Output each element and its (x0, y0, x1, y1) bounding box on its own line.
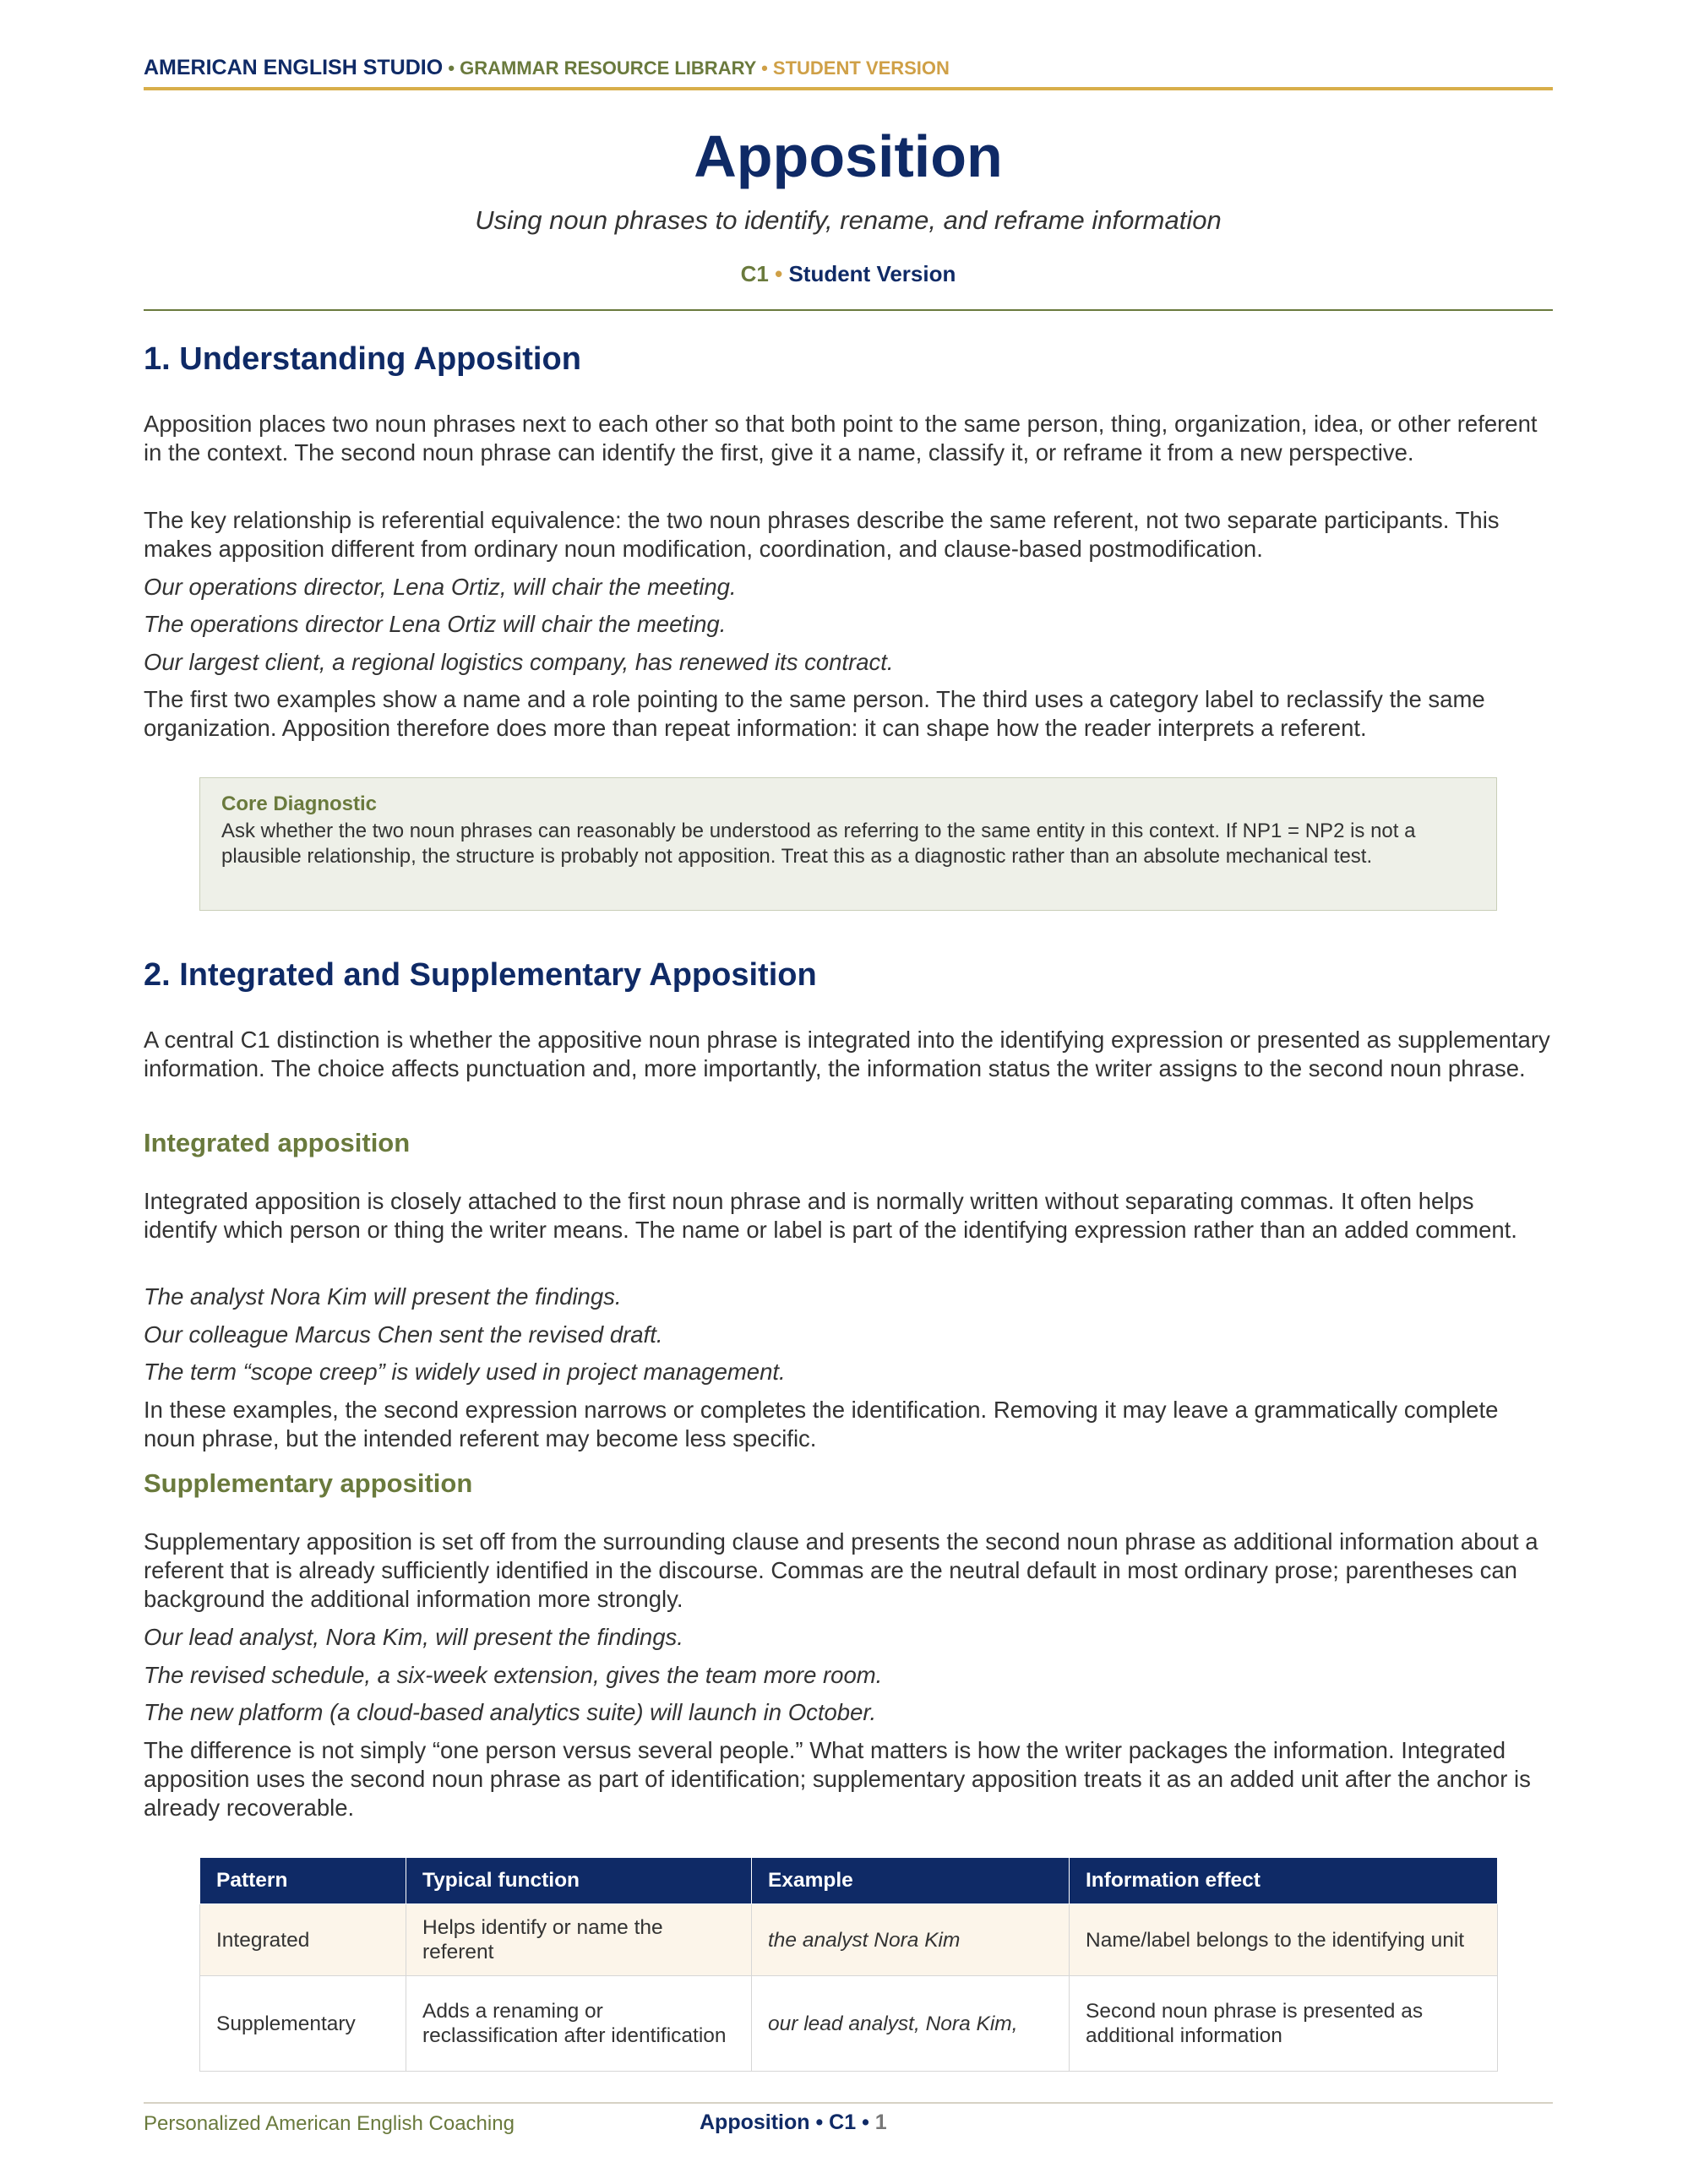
header-library: GRAMMAR RESOURCE LIBRARY (460, 57, 756, 79)
section-heading: 2. Integrated and Supplementary Apposition (144, 957, 817, 993)
table-cell: Second noun phrase is presented as additional information (1070, 1976, 1498, 2072)
header-brand: AMERICAN ENGLISH STUDIO (144, 56, 444, 79)
table-cell: Integrated (200, 1904, 406, 1976)
paragraph: In these examples, the second expression narrows or completes the identification. Removing it may leave a grammatically complete noun phrase, but the intended referent may become less specific. (144, 1397, 1499, 1451)
page-subtitle: Using noun phrases to identify, rename, and reframe information (475, 205, 1222, 235)
paragraph: A central C1 distinction is whether the appositive noun phrase is integrated into the identifying expression or presented as supplementary information. The choice affects punctuation and, more importantly, the information status the writer assigns to the second noun phrase. (144, 1027, 1550, 1081)
example-sentence: The analyst Nora Kim will present the findings. (144, 1283, 622, 1310)
page-number: 1 (874, 2110, 887, 2134)
example-sentence: Our lead analyst, Nora Kim, will present the findings. (144, 1624, 683, 1650)
core-diagnostic-callout (199, 777, 1497, 911)
table-cell: Name/label belongs to the identifying unit (1070, 1904, 1498, 1976)
example-sentence: The operations director Lena Ortiz will chair the meeting. (144, 611, 727, 637)
example-sentence: Our operations director, Lena Ortiz, will chair the meeting. (144, 574, 737, 600)
example-sentence: Our largest client, a regional logistics company, has renewed its contract. (144, 649, 894, 675)
comparison-table (199, 1857, 1498, 2072)
subsection-heading: Supplementary apposition (144, 1468, 473, 1498)
example-sentence: The new platform (a cloud-based analytics suite) will launch in October. (144, 1699, 877, 1725)
footer-center (700, 2110, 887, 2135)
example-sentence: Our colleague Marcus Chen sent the revised draft. (144, 1321, 663, 1348)
title-rule (144, 309, 1553, 311)
page-header (144, 56, 1553, 80)
header-version: STUDENT VERSION (772, 57, 950, 79)
section-heading: 1. Understanding Apposition (144, 341, 581, 377)
table-cell: Helps identify or name the referent (406, 1904, 752, 1976)
table-row (200, 1976, 1498, 2072)
callout-text: Ask whether the two noun phrases can reasonably be understood as referring to the same entity in this context. If NP1 = NP2 is not a plausible relationship, the structure is probably not apposition. Treat this as a diagnostic rather than an absolute mechanical test. (221, 820, 1416, 868)
subsection-heading: Integrated apposition (144, 1128, 411, 1157)
table-header-cell: Example (752, 1858, 1070, 1904)
paragraph: The key relationship is referential equivalence: the two noun phrases describe the same referent, not two separate participants. This makes apposition different from ordinary noun modification, coordination, and clause-based postmodification. (144, 507, 1500, 562)
table-cell: Adds a renaming or reclassification after identification (406, 1976, 752, 2072)
table-header-row (200, 1858, 1498, 1904)
table-header-cell: Typical function (406, 1858, 752, 1904)
table-cell: the analyst Nora Kim (752, 1904, 1070, 1976)
footer-title: Apposition • C1 • (700, 2110, 869, 2134)
level-line (144, 261, 1553, 287)
paragraph: Supplementary apposition is set off from the surrounding clause and presents the second noun phrase as additional information about a referent that is already sufficiently identified in the discourse. Commas are the neutral default in most ordinary prose; parentheses can background the additional information more strongly. (144, 1528, 1538, 1612)
paragraph: The first two examples show a name and a role pointing to the same person. The third uses a category label to reclassify the same organization. Apposition therefore does more than repeat information: it can shape how the reader interprets a referent. (144, 686, 1485, 741)
footer-rule (144, 2102, 1553, 2104)
table-cell: our lead analyst, Nora Kim, (752, 1976, 1070, 2072)
header-separator: • (448, 57, 455, 79)
header-rule (144, 87, 1553, 90)
header-separator: • (761, 57, 768, 79)
paragraph: The difference is not simply “one person versus several people.” What matters is how the writer packages the information. Integrated apposition uses the second noun phrase as part of identification; supplementary apposition treats it as an added unit after the anchor is already recoverable. (144, 1737, 1531, 1821)
footer-left: Personalized American English Coaching (144, 2112, 515, 2135)
page-title: Apposition (694, 123, 1003, 189)
paragraph: Apposition places two noun phrases next to each other so that both point to the same person, thing, organization, idea, or other referent in the context. The second noun phrase can identify the first, give it a name, classify it, or reframe it from a new perspective. (144, 411, 1538, 466)
level-label: Student Version (788, 261, 956, 286)
level-separator: • (775, 261, 783, 286)
table-row (200, 1904, 1498, 1976)
callout-title: Core Diagnostic (221, 792, 378, 815)
level-cefr: C1 (740, 261, 769, 286)
paragraph: Integrated apposition is closely attached to the first noun phrase and is normally written without separating commas. It often helps identify which person or thing the writer means. The name or label is part of the identifying expression rather than an added comment. (144, 1188, 1517, 1243)
table-header-cell: Information effect (1070, 1858, 1498, 1904)
example-sentence: The revised schedule, a six-week extension, gives the team more room. (144, 1662, 883, 1688)
example-sentence: The term “scope creep” is widely used in project management. (144, 1359, 786, 1385)
table-cell: Supplementary (200, 1976, 406, 2072)
table-header-cell: Pattern (200, 1858, 406, 1904)
